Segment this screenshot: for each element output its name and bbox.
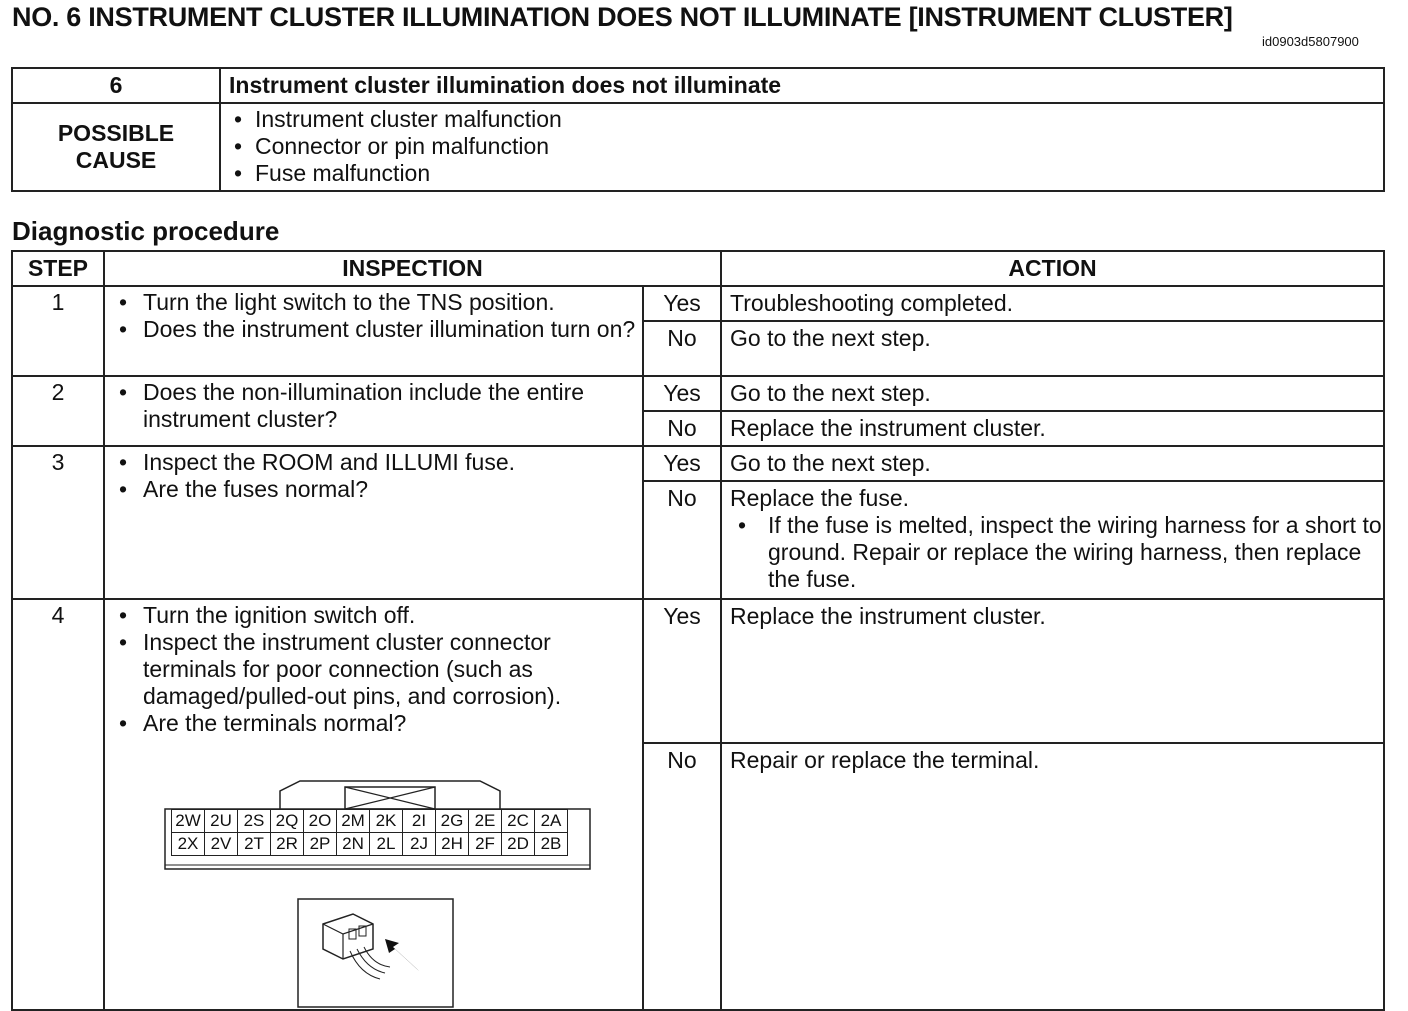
terminal: 2O: [304, 810, 337, 833]
symptom-table: [11, 67, 1385, 192]
no-action-note: • If the fuse is melted, inspect the wiring harness for a short to ground. Repair or replace the wiring harness, then replace the fuse.: [730, 512, 1383, 593]
terminal: 2E: [469, 810, 502, 833]
cause-item: • Connector or pin malfunction: [223, 133, 1383, 160]
terminal: 2S: [238, 810, 271, 833]
no-label: No: [643, 411, 721, 446]
terminal: 2J: [403, 833, 436, 856]
step-inspection: [104, 376, 643, 446]
terminal: 2I: [403, 810, 436, 833]
terminal: 2P: [304, 833, 337, 856]
no-action-cell: [721, 481, 1384, 599]
no-action: Replace the instrument cluster.: [721, 411, 1384, 446]
terminal: 2X: [172, 833, 205, 856]
connector-figure: [105, 769, 642, 1009]
section-title: Diagnostic procedure: [12, 216, 280, 246]
inspection-item: • Does the non-illumination include the entire instrument cluster?: [105, 379, 642, 433]
terminal: 2U: [205, 810, 238, 833]
yes-action: Go to the next step.: [721, 446, 1384, 481]
yes-label: Yes: [643, 446, 721, 481]
terminal: 2H: [436, 833, 469, 856]
terminal: 2C: [502, 810, 535, 833]
header-action: ACTION: [721, 251, 1384, 286]
connector-view-icon: [323, 914, 419, 979]
step-number: 1: [12, 286, 104, 376]
yes-label: Yes: [643, 599, 721, 743]
possible-causes: [220, 103, 1384, 191]
cause-item: • Instrument cluster malfunction: [223, 106, 1383, 133]
inspection-item: • Turn the ignition switch off.: [105, 602, 642, 629]
connector-housing-icon: [105, 769, 644, 1009]
no-action: Replace the fuse.: [730, 485, 910, 511]
no-action: Repair or replace the terminal.: [721, 743, 1384, 1010]
terminal: 2G: [436, 810, 469, 833]
terminal: 2D: [502, 833, 535, 856]
header-step: STEP: [12, 251, 104, 286]
terminal: 2K: [370, 810, 403, 833]
step-inspection: [104, 599, 643, 1010]
yes-action: Go to the next step.: [721, 376, 1384, 411]
symptom-number: 6: [12, 68, 220, 103]
inspection-item: • Inspect the instrument cluster connector terminals for poor connection (such as damaged/pulled-out pins, and corrosion).: [105, 629, 642, 710]
page-title: NO. 6 INSTRUMENT CLUSTER ILLUMINATION DOES NOT ILLUMINATE [INSTRUMENT CLUSTER]: [12, 2, 1233, 32]
yes-label: Yes: [643, 286, 721, 321]
terminal: 2A: [535, 810, 568, 833]
step-number: 2: [12, 376, 104, 446]
header-inspection: INSPECTION: [104, 251, 721, 286]
yes-action: Replace the instrument cluster.: [721, 599, 1384, 743]
terminal: 2W: [172, 810, 205, 833]
terminal: 2M: [337, 810, 370, 833]
terminal: 2R: [271, 833, 304, 856]
diagnostic-procedure-table: [11, 250, 1385, 1011]
possible-cause-label: [12, 103, 220, 191]
terminal: 2N: [337, 833, 370, 856]
terminal: 2L: [370, 833, 403, 856]
yes-action: Troubleshooting completed.: [721, 286, 1384, 321]
terminal: 2Q: [271, 810, 304, 833]
inspection-item: • Are the terminals normal?: [105, 710, 642, 737]
step-inspection: [104, 286, 643, 376]
inspection-item: • Are the fuses normal?: [105, 476, 642, 503]
document-id: id0903d5807900: [1262, 34, 1359, 49]
inspection-item: • Does the instrument cluster illumination turn on?: [105, 316, 642, 343]
terminal: 2V: [205, 833, 238, 856]
no-label: No: [643, 743, 721, 1010]
no-label: No: [643, 481, 721, 599]
possible-cause-text: POSSIBLE CAUSE: [57, 120, 175, 173]
view-box: [298, 899, 453, 1007]
no-label: No: [643, 321, 721, 376]
terminal: 2T: [238, 833, 271, 856]
step-number: 4: [12, 599, 104, 1010]
terminal: 2F: [469, 833, 502, 856]
yes-label: Yes: [643, 376, 721, 411]
step-inspection: [104, 446, 643, 599]
connector-terminal-grid: [171, 809, 568, 856]
symptom-description: Instrument cluster illumination does not illuminate: [220, 68, 1384, 103]
step-number: 3: [12, 446, 104, 599]
terminal: 2B: [535, 833, 568, 856]
cause-item: • Fuse malfunction: [223, 160, 1383, 187]
inspection-item: • Turn the light switch to the TNS position.: [105, 289, 642, 316]
no-action: Go to the next step.: [721, 321, 1384, 376]
inspection-item: • Inspect the ROOM and ILLUMI fuse.: [105, 449, 642, 476]
